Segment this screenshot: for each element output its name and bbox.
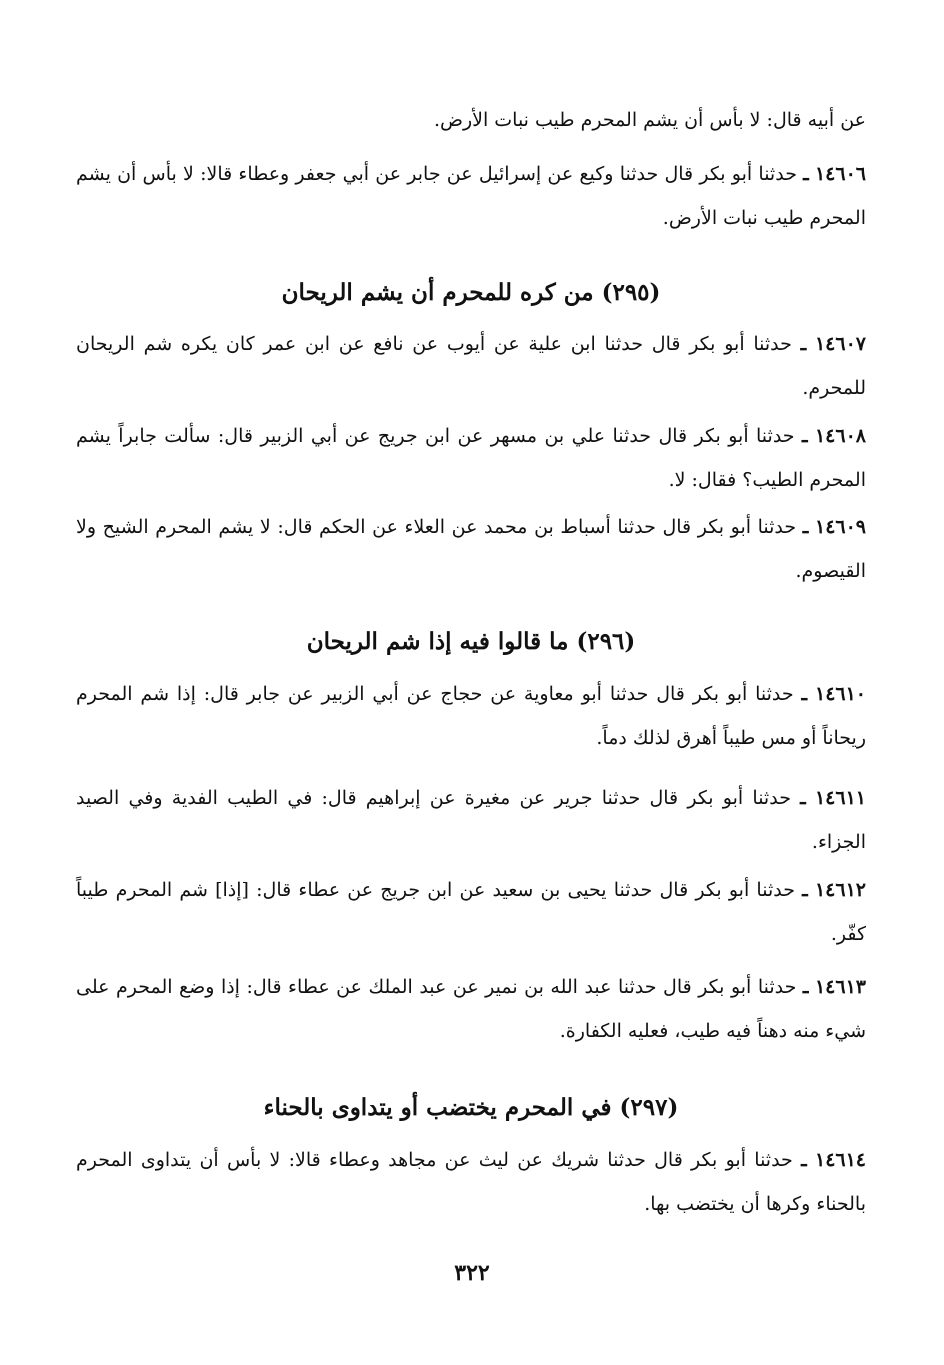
hadith-dash: ـ — [802, 516, 809, 538]
hadith-text: حدثنا أبو بكر قال حدثنا أسباط بن محمد عن العلاء عن الحكم قال: لا يشم المحرم الشيح ولا القيصوم. — [76, 516, 866, 582]
hadith-number: ١٤٦١٤ — [814, 1149, 867, 1171]
hadith-14613 — [76, 965, 866, 1053]
section-heading-296: (٢٩٦) ما قالوا فيه إذا شم الريحان — [306, 628, 636, 655]
hadith-text: حدثنا أبو بكر قال حدثنا يحيى بن سعيد عن ابن جريج عن عطاء قال: [إذا] شم المحرم طيباً كفّر. — [76, 879, 866, 945]
hadith-dash: ـ — [801, 683, 808, 705]
hadith-text: حدثنا أبو بكر قال حدثنا أبو معاوية عن حجاج عن أبي الزبير عن جابر قال: إذا شم المحرم ريحاناً أو مس طيباً أهرق لذلك دماً. — [76, 683, 866, 749]
hadith-dash: ـ — [801, 425, 808, 447]
hadith-text: حدثنا أبو بكر قال حدثنا عبد الله بن نمير عن عبد الملك عن عطاء قال: إذا وضع المحرم على شيء منه دهناً فيه طيب، فعليه الكفارة. — [76, 976, 866, 1042]
hadith-text: حدثنا أبو بكر قال حدثنا ابن علية عن أيوب عن نافع عن ابن عمر كان يكره شم الريحان للمحرم. — [76, 333, 866, 399]
hadith-dash: ـ — [802, 976, 809, 998]
hadith-dash: ـ — [803, 163, 809, 185]
section-heading-297: (٢٩٧) في المحرم يختضب أو يتداوى بالحناء — [263, 1094, 679, 1121]
hadith-number: ١٤٦٠٨ — [814, 425, 866, 447]
hadith-text: حدثنا أبو بكر قال حدثنا شريك عن ليث عن مجاهد وعطاء قالا: لا بأس أن يتداوى المحرم بالحناء وكرها أن يختضب بها. — [76, 1149, 866, 1215]
hadith-text: حدثنا أبو بكر قال حدثنا وكيع عن إسرائيل عن جابر عن أبي جعفر وعطاء قالا: لا بأس أن يشم المحرم طيب نبات الأرض. — [76, 163, 866, 229]
hadith-14611 — [76, 776, 866, 864]
hadith-number: ١٤٦٠٦ — [814, 163, 866, 185]
hadith-dash: ـ — [801, 1149, 807, 1171]
hadith-14608 — [76, 414, 866, 502]
continuation-paragraph: عن أبيه قال: لا بأس أن يشم المحرم طيب نبات الأرض. — [433, 109, 866, 131]
hadith-dash: ـ — [802, 879, 808, 901]
hadith-dash: ـ — [800, 787, 806, 809]
hadith-dash: ـ — [800, 333, 807, 355]
hadith-14610 — [76, 672, 866, 760]
hadith-number: ١٤٦١٢ — [814, 879, 866, 901]
hadith-number: ١٤٦٠٧ — [814, 333, 866, 355]
hadith-14614 — [76, 1138, 866, 1226]
hadith-14606 — [76, 152, 866, 240]
section-heading-295: (٢٩٥) من كره للمحرم أن يشم الريحان — [281, 279, 661, 306]
hadith-14609 — [76, 505, 866, 593]
hadith-number: ١٤٦١١ — [814, 787, 866, 809]
hadith-number: ١٤٦٠٩ — [814, 516, 867, 538]
page-number: ٣٢٢ — [454, 1260, 490, 1286]
hadith-number: ١٤٦١٠ — [814, 683, 867, 705]
hadith-14607 — [76, 322, 866, 410]
hadith-text: حدثنا أبو بكر قال حدثنا علي بن مسهر عن ابن جريج عن أبي الزبير قال: سألت جابراً يشم المحرم الطيب؟ فقال: لا. — [76, 425, 866, 491]
hadith-number: ١٤٦١٣ — [814, 976, 866, 998]
hadith-text: حدثنا أبو بكر قال حدثنا جرير عن مغيرة عن إبراهيم قال: في الطيب الفدية وفي الصيد الجزاء. — [76, 787, 866, 853]
hadith-14612 — [76, 868, 866, 956]
